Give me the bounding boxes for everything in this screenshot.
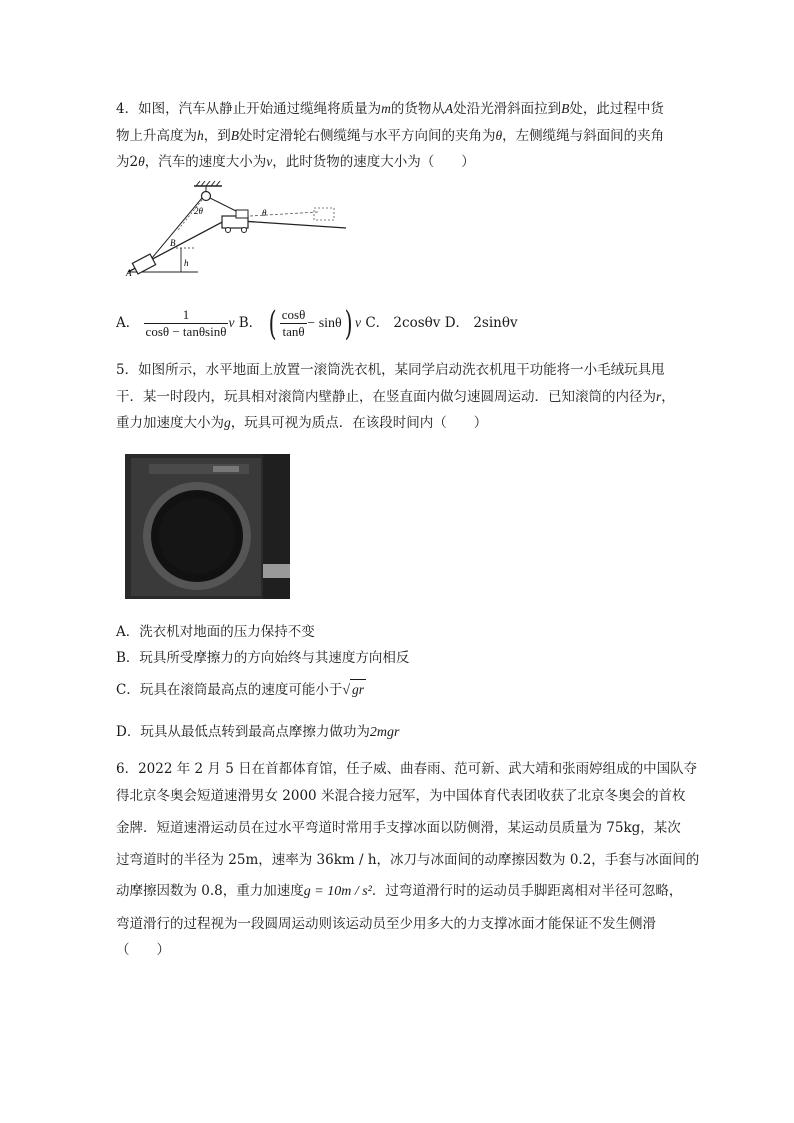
label-h: h: [184, 258, 189, 268]
q4-line-1: 4．如图，汽车从静止开始通过缆绳将质量为m的货物从A处沿光滑斜面拉到B处，此过程中货: [116, 101, 664, 117]
q6-line-5: 动摩擦因数为 0.8，重力加速度g = 10m / s²．过弯道滑行时的运动员手脚距离相对半径可忽略，: [116, 883, 683, 899]
q5-option-D: D．玩具从最低点转到最高点摩擦力做功为2mgr: [116, 724, 400, 740]
label-A: A: [126, 268, 132, 278]
q5-washing-machine-photo: [125, 454, 290, 599]
q4-optB-fraction: $\frac{\cos\theta}{\tan\theta}$: [281, 307, 306, 339]
q4-pulley-incline-figure: [118, 180, 348, 280]
q5-option-A: A．洗衣机对地面的压力保持不变: [116, 624, 315, 640]
label-2theta: 2θ: [194, 206, 203, 216]
q4-optA-fraction: $\frac{1}{\cos\theta - \tan\theta\sin\theta}$: [145, 307, 227, 339]
q6-line-1: 6．2022 年 2 月 5 日在首都体育馆，任子威、曲春雨、范可新、武大靖和张雨婷组成的中国队夺: [116, 761, 698, 777]
q6-line-3: 金牌．短道速滑运动员在过水平弯道时常用手支撑冰面以防侧滑，某运动员质量为 75kg，某次: [116, 820, 681, 836]
q6-line-7: （ ）: [116, 942, 170, 958]
q4-line-3: 为2θ，汽车的速度大小为v，此时货物的速度大小为（ ）: [116, 154, 475, 170]
label-theta: θ: [262, 208, 267, 218]
q5-option-B: B．玩具所受摩擦力的方向始终与其速度方向相反: [116, 650, 410, 666]
q5-line-3: 重力加速度大小为g，玩具可视为质点．在该段时间内（ ）: [116, 415, 488, 431]
q6-line-6: 弯道滑行的过程视为一段圆周运动则该运动员至少用多大的力支撑冰面才能保证不发生侧滑: [116, 916, 656, 932]
q6-line-2: 得北京冬奥会短道速滑男女 2000 米混合接力冠军，为中国体育代表团收获了北京冬奥会的首枚: [116, 788, 686, 804]
label-B: B: [170, 238, 176, 248]
q4-line-2: 物上升高度为h，到B处时定滑轮右侧缆绳与水平方向间的夹角为θ，左侧缆绳与斜面间的夹角: [116, 128, 665, 144]
q5-option-C: C．玩具在滚筒最高点的速度可能小于√ gr: [116, 679, 366, 701]
q6-line-4: 过弯道时的半径为 25m，速率为 36km / h，冰刀与冰面间的动摩擦因数为 0.2，手套与冰面间的: [116, 852, 700, 868]
q5-line-2: 干．某一时段内，玩具相对滚筒内壁静止，在竖直面内做匀速圆周运动．已知滚筒的内径为r，: [116, 389, 675, 405]
q4-options: A． $\frac{1}{\cos\theta - \tan\theta\sin\theta}$ v B． ( $\frac{\cos\theta}{\tan\theta}$ − sinθ) v C． 2cosθv D． 2sinθv: [116, 303, 518, 344]
q5-line-1: 5．如图所示，水平地面上放置一滚筒洗衣机，某同学启动洗衣机甩干功能将一小毛绒玩具甩: [116, 362, 665, 378]
